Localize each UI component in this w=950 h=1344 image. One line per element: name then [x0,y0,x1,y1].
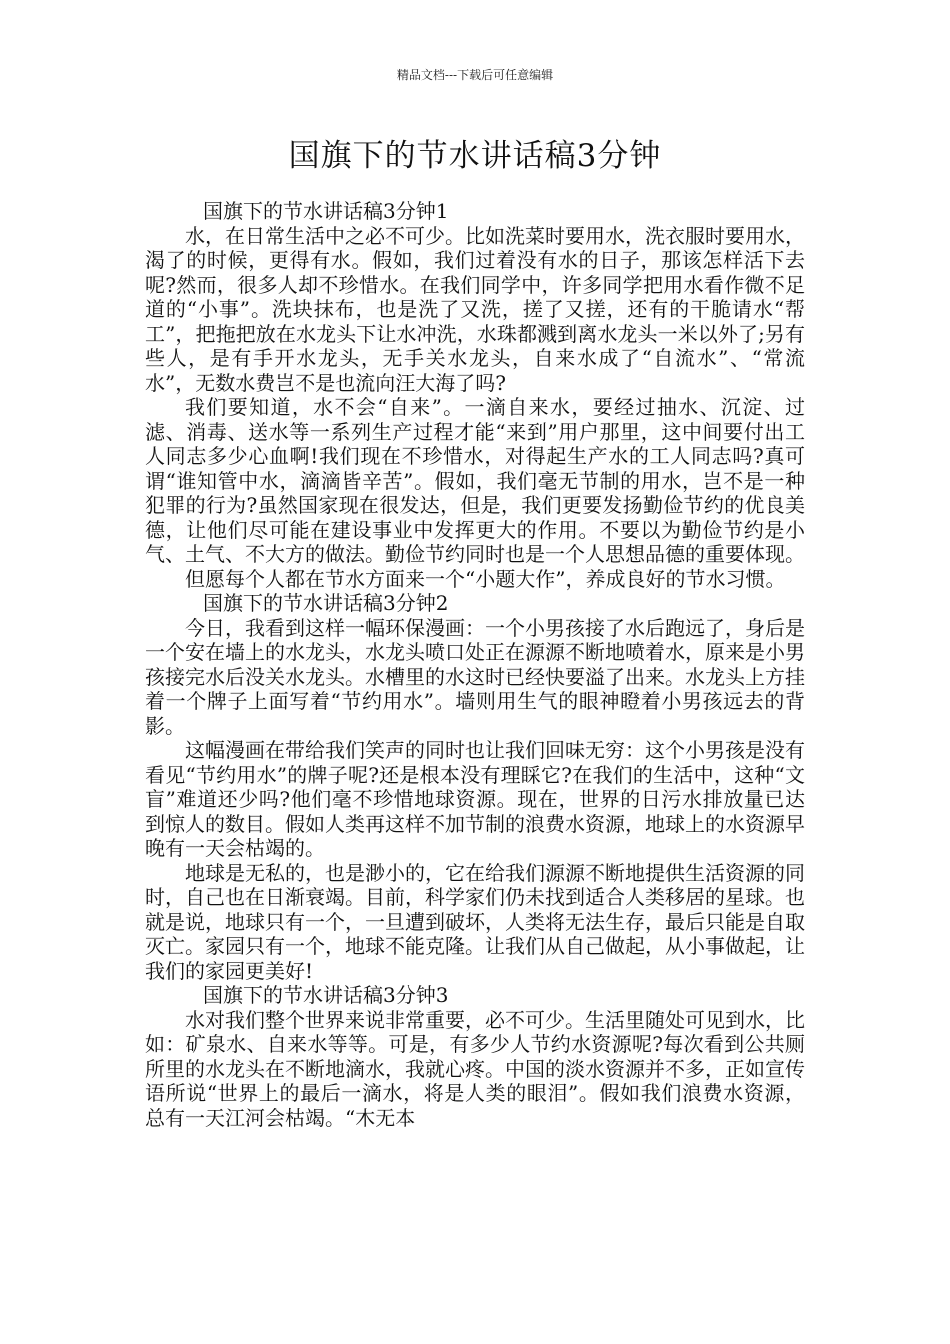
section-heading: 国旗下的节水讲话稿3分钟1 [203,199,449,223]
body-paragraph: 我们要知道，水不会“自来”。一滴自来水，要经过抽水、沉淀、过滤、消毒、送水等一系列生产过程才能“来到”用户那里，这中间要付出工人同志多少心血啊!我们现在不珍惜水，对得起生产水的工人同志吗?真可谓“谁知管中水，滴滴皆辛苦”。假如，我们毫无节制的用水，岂不是一种犯罪的行为?虽然国家现在很发达，但是，我们更要发扬勤俭节约的优良美德，让他们尽可能在建设事业中发挥更大的作用。不要以为勤俭节约是小气、土气、不大方的做法。勤俭节约同时也是一个人思想品德的重要体现。 [145,395,805,566]
body-paragraph: 地球是无私的，也是渺小的，它在给我们源源不断地提供生活资源的同时，自己也在日渐衰竭。目前，科学家们仍未找到适合人类移居的星球。也就是说，地球只有一个，一旦遭到破坏，人类将无法生存，最后只能是自取灭亡。家园只有一个，地球不能克隆。让我们从自己做起，从小事做起，让我们的家园更美好! [145,860,805,983]
document-body [145,199,805,1130]
body-paragraph: 水，在日常生活中之必不可少。比如洗菜时要用水，洗衣服时要用水，渴了的时候，更得有水。假如，我们过着没有水的日子，那该怎样活下去呢?然而，很多人却不珍惜水。在我们同学中，许多同学把用水看作微不足道的“小事”。洗块抹布，也是洗了又洗，搓了又搓，还有的干脆请水“帮工”，把拖把放在水龙头下让水冲洗，水珠都溅到离水龙头一米以外了;另有些人，是有手开水龙头，无手关水龙头，自来水成了“自流水”、“常流水”，无数水费岂不是也流向汪大海了吗? [145,223,805,395]
document-title: 国旗下的节水讲话稿3分钟 [288,138,662,174]
body-paragraph: 但愿每个人都在节水方面来一个“小题大作”，养成良好的节水习惯。 [185,566,786,591]
body-paragraph: 今日，我看到这样一幅环保漫画：一个小男孩接了水后跑远了，身后是一个安在墙上的水龙头，水龙头喷口处正在源源不断地喷着水，原来是小男孩接完水后没关水龙头。水槽里的水这时已经快要溢了出来。水龙头上方挂着一个牌子上面写着“节约用水”。墙则用生气的眼神瞪着小男孩远去的背影。 [145,615,805,738]
page-header: 精品文档---下载后可任意编辑 [396,68,554,82]
body-paragraph: 这幅漫画在带给我们笑声的同时也让我们回味无穷：这个小男孩是没有看见“节约用水”的牌子呢?还是根本没有理睬它?在我们的生活中，这种“文盲”难道还少吗?他们毫不珍惜地球资源。现在，世界的日污水排放量已达到惊人的数目。假如人类再这样不加节制的浪费水资源，地球上的水资源早晚有一天会枯竭的。 [145,738,805,860]
section-heading: 国旗下的节水讲话稿3分钟3 [203,983,449,1007]
body-paragraph: 水对我们整个世界来说非常重要，必不可少。生活里随处可见到水，比如：矿泉水、自来水等等。可是，有多少人节约水资源呢?每次看到公共厕所里的水龙头在不断地滴水，我就心疼。中国的淡水资源并不多，正如宣传语所说“世界上的最后一滴水，将是人类的眼泪”。假如我们浪费水资源，总有一天江河会枯竭。“木无本 [145,1007,805,1130]
section-heading: 国旗下的节水讲话稿3分钟2 [203,591,449,615]
